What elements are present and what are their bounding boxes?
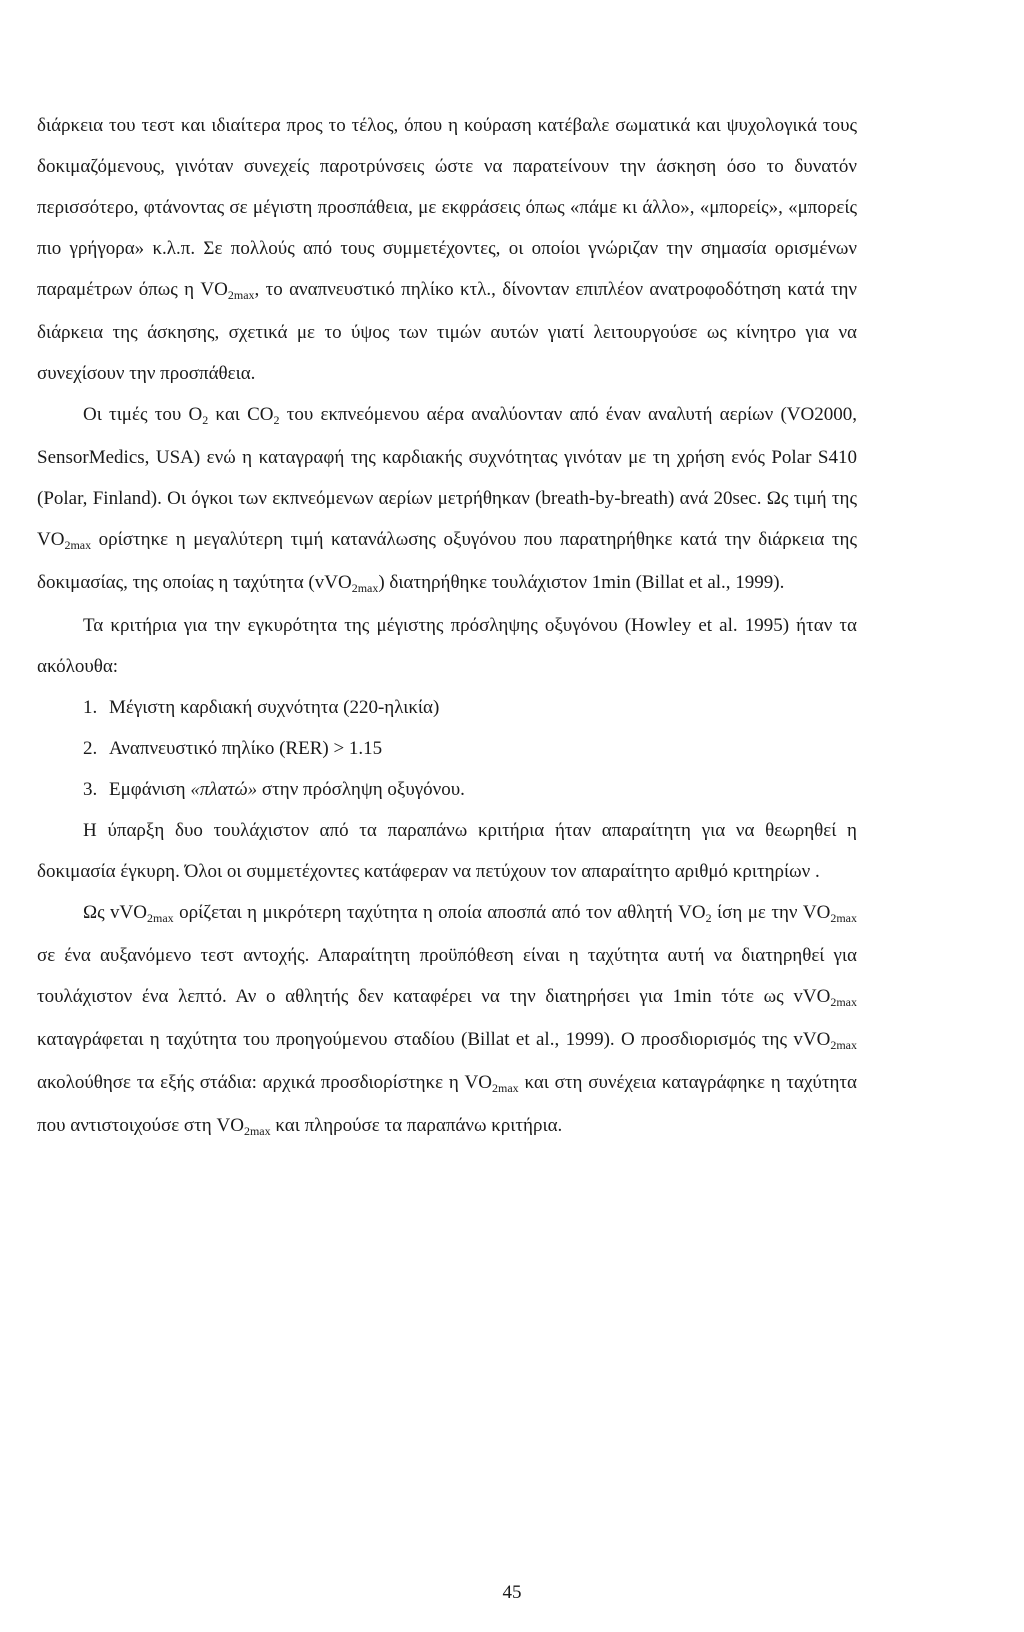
- text: Ως vVO: [83, 902, 148, 923]
- subscript: 2: [273, 413, 280, 427]
- list-text: στην πρόσληψη οξυγόνου.: [257, 779, 465, 800]
- subscript: 2max: [830, 911, 858, 925]
- list-item: [37, 687, 857, 728]
- subscript: 2: [705, 911, 712, 925]
- list-number: 1.: [83, 697, 98, 718]
- paragraph-criteria-intro: Τα κριτήρια για την εγκυρότητα της μέγιστης πρόσληψης οξυγόνου (Howley et al. 1995) ήταν τα ακόλουθα:: [37, 615, 857, 677]
- paragraph-test-encouragement: [37, 105, 857, 394]
- text: σε ένα αυξανόμενο τεστ αντοχής. Απαραίτητη προϋπόθεση είναι η ταχύτητα αυτή να διατηρηθεί για τουλάχιστον ένα λεπτό. Αν ο αθλητής δεν καταφέρει να την διατηρήσει για 1min τότε ως vVO: [37, 945, 857, 1007]
- text: διάρκεια του τεστ και ιδιαίτερα προς το τέλος, όπου η κούραση κατέβαλε σωματικά και ψυχολογικά τους δοκιμαζόμενους, γινόταν συνεχείς παροτρύνσεις ώστε να παρατείνουν την άσκηση όσο το δυνατόν περισσότερο, φτάνοντας σε μέγιστη προσπάθεια, με εκφράσεις όπως «πάμε κι άλλο», «μπορείς», «μπορείς πιο γρήγορα» κ.λ.π. Σε πολλούς από τους συμμετέχοντες, οι οποίοι γνώριζαν την σημασία ορισμένων παραμέτρων όπως η VO: [37, 115, 857, 300]
- text: και πληρούσε τα παραπάνω κριτήρια.: [270, 1115, 563, 1136]
- page-body: [37, 105, 857, 1148]
- text: ορίστηκε η μεγαλύτερη τιμή κατανάλωσης οξυγόνου που παρατηρήθηκε κατά την διάρκεια της δοκιμασίας, της οποίας η ταχύτητα (vVO: [37, 529, 857, 593]
- subscript: 2max: [227, 288, 255, 302]
- subscript: 2max: [351, 581, 379, 595]
- text: του εκπνεόμενου αέρα αναλύονταν από έναν αναλυτή αερίων (VO2000, SensorMedics, USA) ενώ η καταγραφή της καρδιακής συχνότητας γινόταν με τη χρήση ενός Polar S410 (Polar, Finland). Οι όγκοι των εκπνεόμενων αερίων μετρήθηκαν (breath-by-breath) ανά 20sec. Ως τιμή της VO: [37, 404, 857, 550]
- paragraph-gas-analysis: [37, 394, 857, 605]
- list-item: [37, 728, 857, 769]
- paragraph-validity: Η ύπαρξη δυο τουλάχιστον από τα παραπάνω κριτήρια ήταν απαραίτητη για να θεωρηθεί η δοκιμασία έγκυρη. Όλοι οι συμμετέχοντες κατάφεραν να πετύχουν τον απαραίτητο αριθμό κριτηρίων .: [37, 820, 857, 882]
- page-number: 45: [502, 1582, 522, 1603]
- text: και στη συνέχεια καταγράφηκε η ταχύτητα που αντιστοιχούσε στη VO: [37, 1072, 858, 1136]
- subscript: 2: [202, 413, 209, 427]
- subscript: 2max: [64, 538, 92, 552]
- list-text: Εμφάνιση: [109, 779, 191, 800]
- text: ίση με την VO: [711, 902, 831, 923]
- text: ακολούθησε τα εξής στάδια: αρχικά προσδιορίστηκε η VO: [37, 1072, 493, 1093]
- list-text: Αναπνευστικό πηλίκο (RER) > 1.15: [109, 738, 383, 759]
- text: , το αναπνευστικό πηλίκο κτλ., δίνονταν επιπλέον ανατροφοδότηση κατά την διάρκεια της άσκησης, σχετικά με το ύψος των τιμών αυτών γιατί λειτουργούσε ως κίνητρο για να συνεχίσουν την προσπάθεια.: [37, 279, 857, 384]
- subscript: 2max: [830, 1038, 857, 1052]
- list-number: 2.: [83, 738, 98, 759]
- list-item: [37, 769, 857, 810]
- text: ) διατηρήθηκε τουλάχιστον 1min (Billat et al., 1999).: [378, 572, 785, 593]
- subscript: 2max: [492, 1081, 519, 1095]
- text: και CO: [208, 404, 274, 425]
- list-text: Μέγιστη καρδιακή συχνότητα (220-ηλικία): [109, 697, 440, 718]
- text: καταγράφεται η ταχύτητα του προηγούμενου σταδίου (Billat et al., 1999). Ο προσδιορισμός της vVO: [37, 1029, 831, 1050]
- paragraph-vvo2max-definition: [37, 892, 857, 1148]
- subscript: 2max: [243, 1124, 271, 1138]
- text: Οι τιμές του O: [83, 404, 203, 425]
- criteria-list: [37, 687, 857, 810]
- text: ορίζεται η μικρότερη ταχύτητα η οποία αποσπά από τον αθλητή VO: [173, 902, 706, 923]
- list-number: 3.: [83, 779, 98, 800]
- subscript: 2max: [830, 995, 857, 1009]
- list-text-emphasis: «πλατώ»: [190, 779, 258, 800]
- subscript: 2max: [147, 911, 174, 925]
